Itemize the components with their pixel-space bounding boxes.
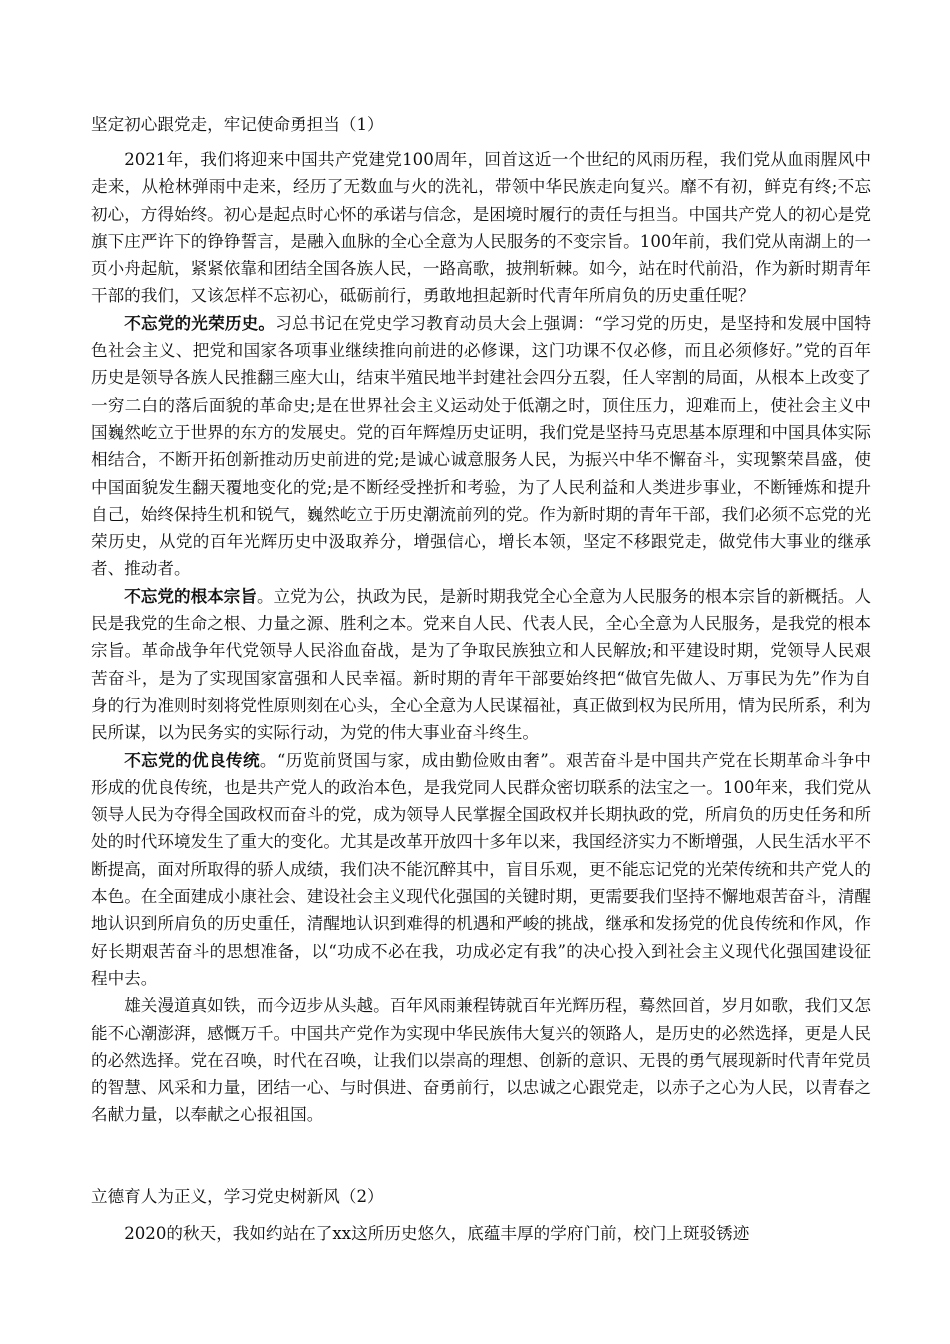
section-glorious-history-text: 习总书记在党史学习教育动员大会上强调：“学习党的历史，是坚持和发展中国特色社会主义、把党和国家各项事业继续推向前进的必修课，这门功课不仅必修，而且必须修好。”党的百年历史是领导各族人民推翻三座大山，结束半殖民地半封建社会四分五裂，任人宰割的局面，从根本上改变了一穷二白的落后面貌的革命史;是在世界社会主义运动处于低潮之时，顶住压力，迎难而上，使社会主义中国巍然屹立于世界的东方的发展史。党的百年辉煌历史证明，我们党是坚持马克思基本原理和中国具体实际相结合，不断开拓创新推动历史前进的党;是诚心诚意服务人民，为振兴中华不懈奋斗，实现繁荣昌盛，使中国面貌发生翻天覆地变化的党;是不断经受挫折和考验，为了人民利益和人类进步事业，不断锤炼和提升自己，始终保持生机和锐气，巍然屹立于历史潮流前列的党。作为新时期的青年干部，我们必须不忘党的光荣历史，从党的百年光辉历史中汲取养分，增强信心，增长本领，坚定不移跟党走，做党伟大事业的继承者、推动者。: [91, 313, 872, 579]
article-1-body: [91, 146, 871, 1129]
article-2-body: [91, 1220, 871, 1247]
section-fine-traditions-heading: 不忘党的优良传统: [124, 749, 260, 770]
article-1-intro: 2021年，我们将迎来中国共产党建党100周年，回首这近一个世纪的风雨历程，我们党从血雨腥风中走来，从枪林弹雨中走来，经历了无数血与火的洗礼，带领中华民族走向复兴。靡不有初，鲜克有终;不忘初心，方得始终。初心是起点时心怀的承诺与信念，是困境时履行的责任与担当。中国共产党人的初心是党旗下庄严许下的铮铮誓言，是融入血脉的全心全意为人民服务的不变宗旨。100年前，我们党从南湖上的一页小舟起航，紧紧依靠和团结全国各族人民，一路高歌，披荆斩棘。如今，站在时代前沿，作为新时期青年干部的我们，又该怎样不忘初心，砥砺前行，勇敢地担起新时代青年所肩负的历史重任呢？: [91, 150, 871, 306]
section-fine-traditions: [91, 747, 871, 993]
article-2-title: 立德育人为正义，学习党史树新风（2）: [91, 1187, 384, 1206]
article-1-conclusion: 雄关漫道真如铁，而今迈步从头越。百年风雨兼程铸就百年光辉历程，蓦然回首，岁月如歌，我们又怎能不心潮澎湃，感慨万千。中国共产党作为实现中华民族伟大复兴的领路人，是历史的必然选择，更是人民的必然选择。党在召唤，时代在召唤，让我们以崇高的理想、创新的意识、无畏的勇气展现新时代青年党员的智慧、风采和力量，团结一心、与时俱进、奋勇前行，以忠诚之心跟党走，以赤子之心为人民，以青春之名献力量，以奉献之心报祖国。: [91, 996, 871, 1125]
section-glorious-history: [91, 310, 871, 583]
section-fundamental-purpose: [91, 583, 871, 747]
section-fundamental-purpose-heading: 不忘党的根本宗旨: [124, 585, 257, 606]
article-1-title: 坚定初心跟党走，牢记使命勇担当（1）: [91, 115, 384, 134]
section-fundamental-purpose-text: 。立党为公，执政为民，是新时期我党全心全意为人民服务的根本宗旨的新概括。人民是我党的生命之根、力量之源、胜利之本。党来自人民、代表人民，全心全意为人民服务，是我党的根本宗旨。革命战争年代党领导人民浴血奋战，是为了争取民族独立和人民解放;和平建设时期，党领导人民艰苦奋斗，是为了实现国家富强和人民幸福。新时期的青年干部要始终把“做官先做人、万事民为先”作为自身的行为准则时刻将党性原则刻在心头，全心全意为人民谋福祉，真正做到权为民所用，情为民所系，利为民所谋，以为民务实的实际行动，为党的伟大事业奋斗终生。: [91, 586, 872, 743]
section-glorious-history-heading: 不忘党的光荣历史。: [124, 312, 276, 333]
article-2-intro: 2020的秋天，我如约站在了xx这所历史悠久，底蕴丰厚的学府门前，校门上斑驳锈迹: [124, 1224, 750, 1243]
section-fine-traditions-text: 。“历览前贤国与家，成由勤俭败由奢”。艰苦奋斗是中国共产党在长期革命斗争中形成的优良传统，也是共产党人的政治本色，是我党同人民群众密切联系的法宝之一。100年来，我们党从领导人民为夺得全国政权而奋斗的党，成为领导人民掌握全国政权并长期执政的党，所肩负的历史任务和所处的时代环境发生了重大的变化。尤其是改革开放四十多年以来，我国经济实力不断增强，人民生活水平不断提高，面对所取得的骄人成绩，我们决不能沉醉其中，盲目乐观，更不能忘记党的光荣传统和共产党人的本色。在全面建成小康社会、建设社会主义现代化强国的关键时期，更需要我们坚持不懈地艰苦奋斗，清醒地认识到所肩负的历史重任，清醒地认识到难得的机遇和严峻的挑战，继承和发扬党的优良传统和作风，作好长期艰苦奋斗的思想准备，以“功成不必在我，功成必定有我”的决心投入到社会主义现代化强国建设征程中去。: [91, 750, 871, 988]
